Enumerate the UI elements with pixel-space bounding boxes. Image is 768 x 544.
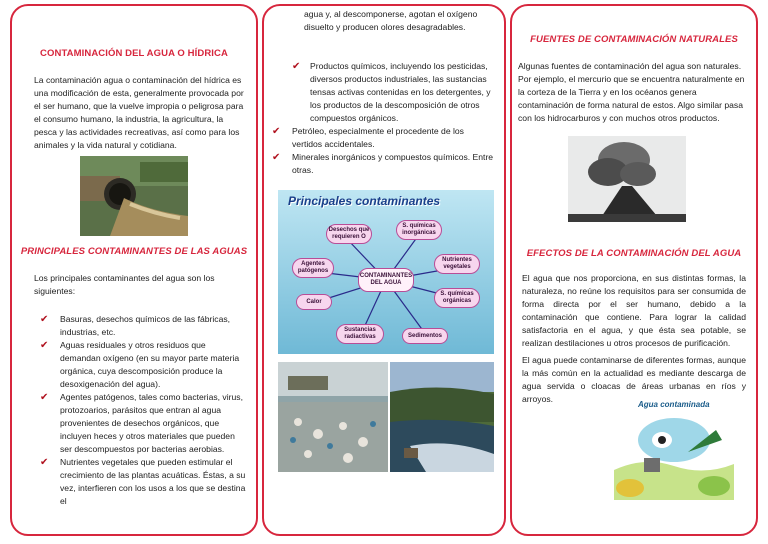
section-title: EFECTOS DE LA CONTAMINACIÓN DEL AGUA bbox=[526, 248, 742, 259]
checkmark-icon: ✔ bbox=[40, 392, 49, 403]
effects-paragraph-2: El agua puede contaminarse de diferentes formas, aunque la más común en la actualidad es mediante descarga de agua servida o cloacas de áreas urbanas en ríos y arroyos. bbox=[522, 355, 746, 404]
checkmark-icon: ✔ bbox=[40, 314, 49, 325]
list-item: ✔ Nutrientes vegetales que pueden estimular el crecimiento de las plantas acuáticas. Éstas, a su vez, interfieren con los usos a los que se destina el bbox=[40, 457, 246, 506]
diagram-node: Desechos que requieren O bbox=[326, 224, 372, 244]
polluted-river-photo bbox=[390, 362, 494, 472]
list-item: ✔ Productos químicos, incluyendo los pesticidas, diversos productos industriales, las sustancias tensas activas contenidas en los detergentes, y los productos de la descomposición de otros compuestos orgánicos. bbox=[292, 61, 491, 123]
diagram-node: Sustancias radiactivas bbox=[336, 324, 384, 344]
diagram-node: Agentes patógenos bbox=[292, 258, 334, 278]
diagram-node: S. químicas inorgánicas bbox=[396, 220, 442, 240]
diagram-center-node: CONTAMINANTES DEL AGUA bbox=[358, 268, 414, 292]
polluted-outflow-photo bbox=[80, 156, 188, 236]
checkmark-icon: ✔ bbox=[40, 457, 49, 468]
contaminated-water-cartoon bbox=[604, 400, 744, 514]
continuation-paragraph: agua y, al descomponerse, agotan el oxígeno disuelto y producen olores desagradables. bbox=[304, 9, 478, 32]
intro-paragraph: La contaminación agua o contaminación del hídrica es una modificación de esta, generalmente provocada por el ser humano, que la vuelve impropia o peligrosa para el consumo humano, la industria, la agricultura, la pesca y las actividades recreativas, así como para los animales y la vida natural y cotidiana. bbox=[34, 75, 244, 150]
cartoon-label: Agua contaminada bbox=[638, 400, 710, 409]
list-item: ✔ Agentes patógenos, tales como bacterias, virus, protozoarios, parásitos que entran al agua provenientes de desechos orgánicos, que incluyen heces y otros materiales que pueden ser descompuestos por bacterias aerobias. bbox=[40, 392, 243, 454]
pollutant-list-continued bbox=[266, 60, 496, 177]
list-item: ✔ Aguas residuales y otros residuos que demandan oxígeno (en su mayor parte materia orgánica, cuya descomposición produce la desoxigenación del agua). bbox=[40, 340, 240, 389]
diagram-node: Nutrientes vegetales bbox=[434, 254, 480, 274]
panel-title: FUENTES DE CONTAMINACIÓN NATURALES bbox=[530, 34, 738, 45]
effects-paragraph-1: El agua que nos proporciona, en sus distintas formas, la naturaleza, no reúne los requisitos para ser consumida de forma directa por el ser humano, debido a la contaminación que contiene. Para lograr la calidad satisfactoria en el agua, y que ésta sea potable, se realizan destilaciones u otros procesos de purificación. bbox=[522, 273, 746, 348]
diagram-node: S. químicas orgánicas bbox=[434, 288, 480, 308]
diagram-node: Sedimentos bbox=[402, 328, 448, 344]
trash-river-photo bbox=[278, 362, 388, 472]
pollutant-list bbox=[34, 313, 248, 508]
checkmark-icon: ✔ bbox=[292, 61, 301, 72]
list-item: ✔ Petróleo, especialmente el procedente de los vertidos accidentales. bbox=[272, 126, 464, 149]
volcano-photo bbox=[568, 136, 686, 222]
contaminants-diagram bbox=[278, 190, 494, 354]
checkmark-icon: ✔ bbox=[40, 340, 49, 351]
list-item: ✔ Minerales inorgánicos y compuestos químicos. Entre otras. bbox=[272, 152, 494, 175]
panel-middle bbox=[262, 4, 506, 536]
panel-right bbox=[510, 4, 758, 536]
panel-title: CONTAMINACIÓN DEL AGUA O HÍDRICA bbox=[40, 48, 228, 59]
checkmark-icon: ✔ bbox=[272, 126, 281, 137]
section-intro: Los principales contaminantes del agua son los siguientes: bbox=[34, 273, 215, 296]
intro-paragraph: Algunas fuentes de contaminación del agua son naturales. Por ejemplo, el mercurio que se encuentra naturalmente en la corteza de la Tierra y en los océanos genera contaminación de forma natural de estos. Algo similar pasa con los hidrocarburos y con muchos otros productos. bbox=[518, 61, 745, 123]
checkmark-icon: ✔ bbox=[272, 152, 281, 163]
panel-left bbox=[10, 4, 258, 536]
section-title: PRINCIPALES CONTAMINANTES DE LAS AGUAS bbox=[20, 246, 248, 257]
diagram-title: Principales contaminantes bbox=[288, 194, 441, 208]
list-item: ✔ Basuras, desechos químicos de las fábricas, industrias, etc. bbox=[40, 314, 231, 337]
diagram-node: Calor bbox=[296, 294, 332, 310]
